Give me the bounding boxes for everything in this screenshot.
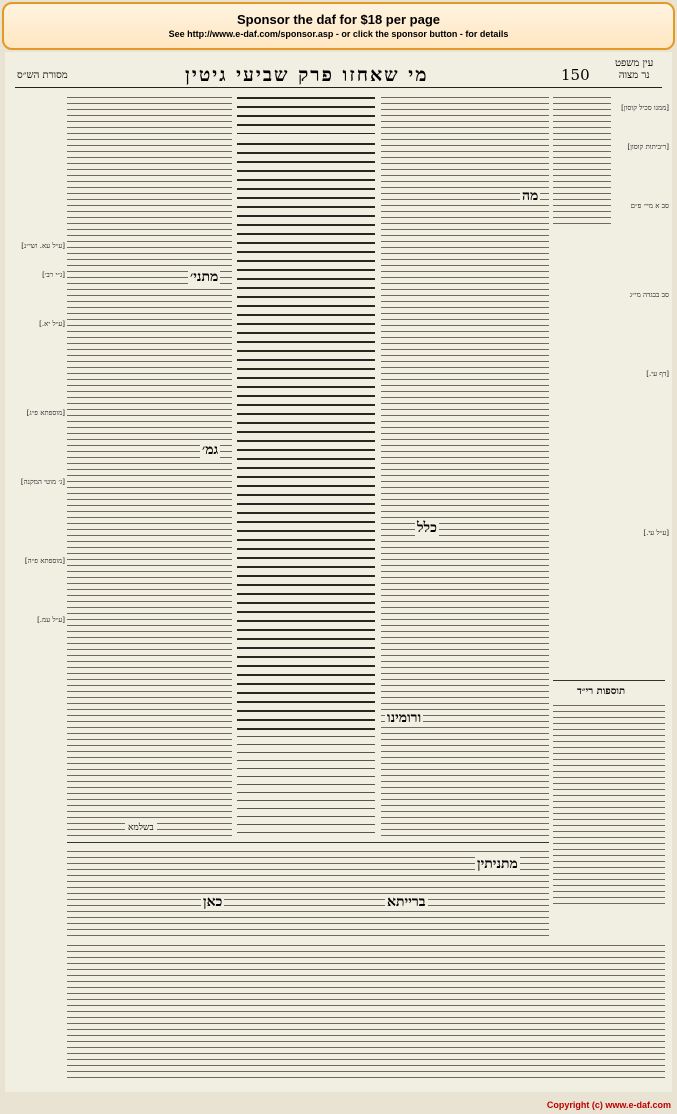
copyright-link[interactable]: Copyright (c) www.e-daf.com xyxy=(546,1100,671,1110)
gemara-column xyxy=(237,140,375,732)
sponsor-title: Sponsor the daf for $18 per page xyxy=(237,12,440,27)
rashi-heading-ma: מה xyxy=(522,188,539,204)
sponsor-banner[interactable] xyxy=(2,2,675,50)
rashi-heading-veromentu: ורומינו xyxy=(387,710,422,726)
right-note: סב בבגדה מי״ג xyxy=(629,291,669,299)
left-margin-notes xyxy=(13,92,65,692)
page-title: מי שאחזו פרק שביעי גיטין xyxy=(185,64,429,86)
rashi-heading-kelal: כלל xyxy=(417,520,437,536)
right-margin-notes xyxy=(617,92,669,537)
header-rule xyxy=(15,87,662,88)
gemara-top-text xyxy=(237,94,375,134)
tosafot-end-word: בשלמא xyxy=(125,822,157,833)
page-number: 150 xyxy=(561,66,590,84)
ein-mishpat-column xyxy=(553,94,611,224)
ein-mishpat-line1: עין משפט xyxy=(615,58,654,69)
right-note: סב א מיי׳ פ״ם xyxy=(630,202,669,210)
bottom-rule xyxy=(67,842,549,843)
left-note: [מוספתא פ״ג] xyxy=(26,409,65,417)
tosafot-rid-column xyxy=(553,702,665,906)
bottom-commentary-lower xyxy=(67,942,665,1080)
sponsor-subtitle: See http://www.e-daf.com/sponsor.asp - or click the sponsor button - for details xyxy=(168,29,509,39)
left-note: [ע״ל יא.] xyxy=(39,320,65,328)
left-note: [ג״י רב׳] xyxy=(42,271,65,279)
left-note: [מוספתא פ״ה] xyxy=(24,557,65,565)
left-note: [ע״ל עא. ושי״נ] xyxy=(21,242,65,250)
bottom-kan-heading: כאן xyxy=(203,894,223,910)
gemara-column-bottom xyxy=(237,732,375,836)
right-note: [ממנו סכיל קוסון] xyxy=(621,104,669,112)
mishna-heading: מתני׳ xyxy=(190,269,219,285)
right-note: [ע״ל עי.] xyxy=(643,529,669,537)
tosafot-rid-title: תוספות רי״ד xyxy=(577,686,626,697)
left-note: [ג׳ מוטי המקנה] xyxy=(20,478,65,486)
right-note: [דף עי.] xyxy=(646,370,669,378)
ein-mishpat-label xyxy=(615,58,653,82)
masoret-hashas-label: מסורת הש״ס xyxy=(17,70,68,81)
left-note: [ע״ל עמ.] xyxy=(37,616,65,624)
gemara-heading: גמ׳ xyxy=(202,442,219,458)
ein-mishpat-line2: נר מצוה xyxy=(618,70,650,81)
right-note: [ריביתות קוסון] xyxy=(627,143,669,151)
talmud-page xyxy=(5,52,672,1092)
tosafot-rid-rule xyxy=(553,680,665,681)
page-header xyxy=(5,60,672,90)
bottom-mishna-heading: מתניתין xyxy=(477,856,518,872)
tosafot-column xyxy=(67,94,232,836)
bottom-braita-heading: ברייתא xyxy=(387,894,426,910)
